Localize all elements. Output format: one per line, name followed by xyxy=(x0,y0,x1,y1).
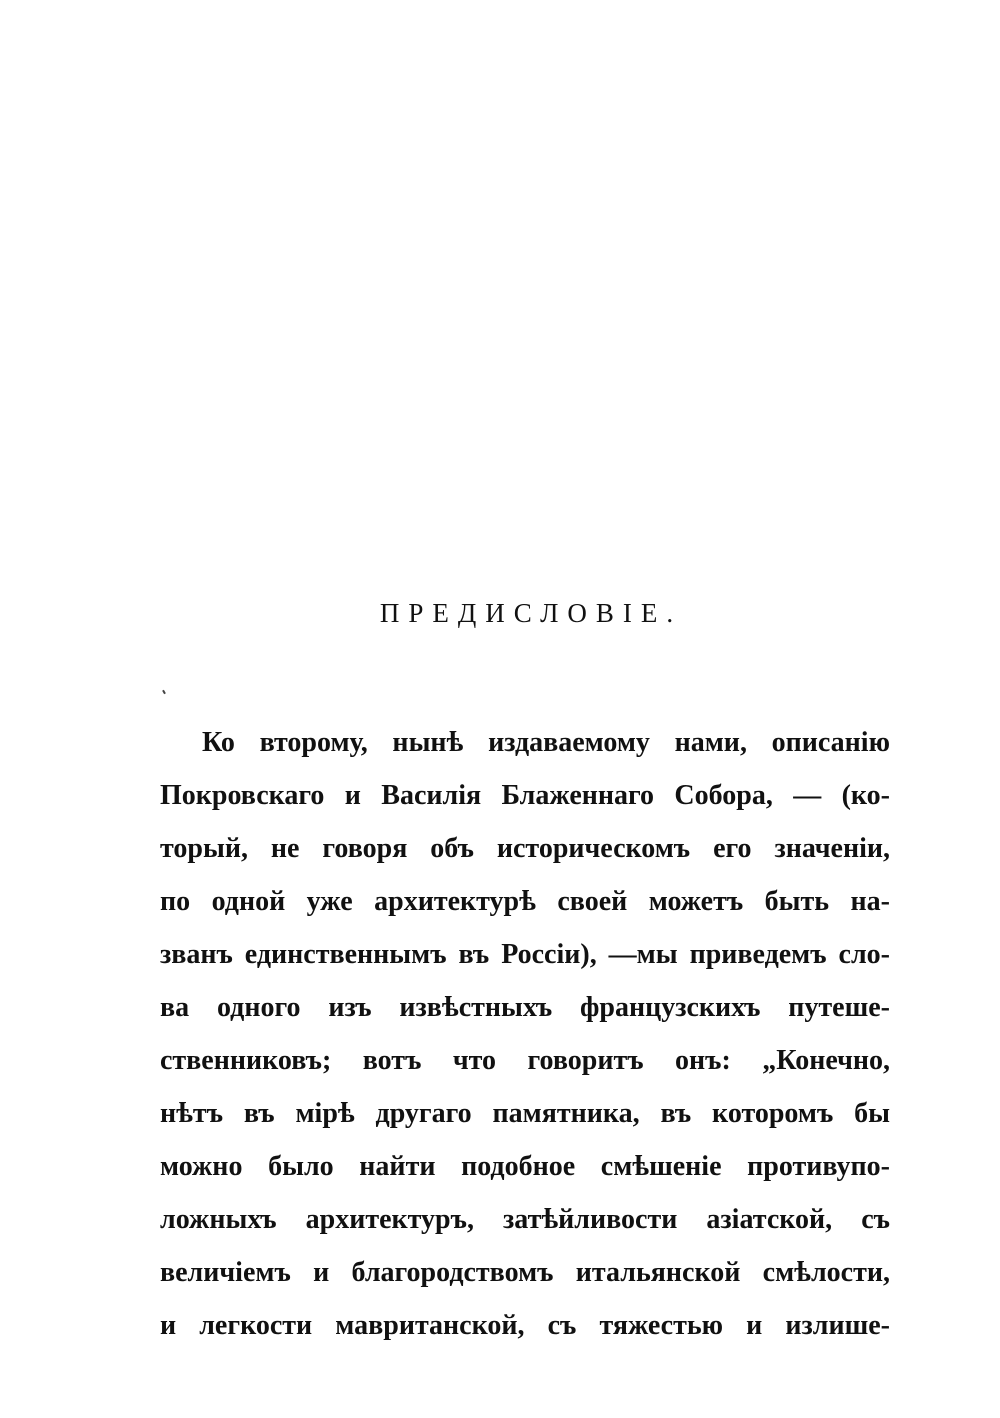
text-line: торый, не говоря объ историческомъ его значеніи, xyxy=(160,833,890,864)
text-line: величіемъ и благородствомъ итальянской смѣлости, xyxy=(160,1257,890,1288)
text-line: и легкости мавританской, съ тяжестью и излише- xyxy=(160,1310,890,1341)
text-line: званъ единственнымъ въ Россіи), —мы приведемъ сло- xyxy=(160,939,890,970)
text-line: Ко второму, нынѣ издаваемому нами, описанію xyxy=(202,727,890,758)
print-speck xyxy=(162,690,166,694)
page-title: ПРЕДИСЛОВІЕ. xyxy=(379,598,683,628)
text-line: ложныхъ архитектуръ, затѣйливости азіатской, съ xyxy=(160,1204,890,1235)
body-paragraph xyxy=(160,716,890,1352)
text-line: ва одного изъ извѣстныхъ французскихъ путеше- xyxy=(160,992,890,1023)
text-line: по одной уже архитектурѣ своей можетъ быть на- xyxy=(160,886,890,917)
text-line: можно было найти подобное смѣшеніе противупо- xyxy=(160,1151,890,1182)
text-line: нѣтъ въ мірѣ другаго памятника, въ которомъ бы xyxy=(160,1098,890,1129)
text-line: ственниковъ; вотъ что говоритъ онъ: „Конечно, xyxy=(160,1045,890,1076)
text-line: Покровскаго и Василія Блаженнаго Собора, — (ко- xyxy=(160,780,890,811)
